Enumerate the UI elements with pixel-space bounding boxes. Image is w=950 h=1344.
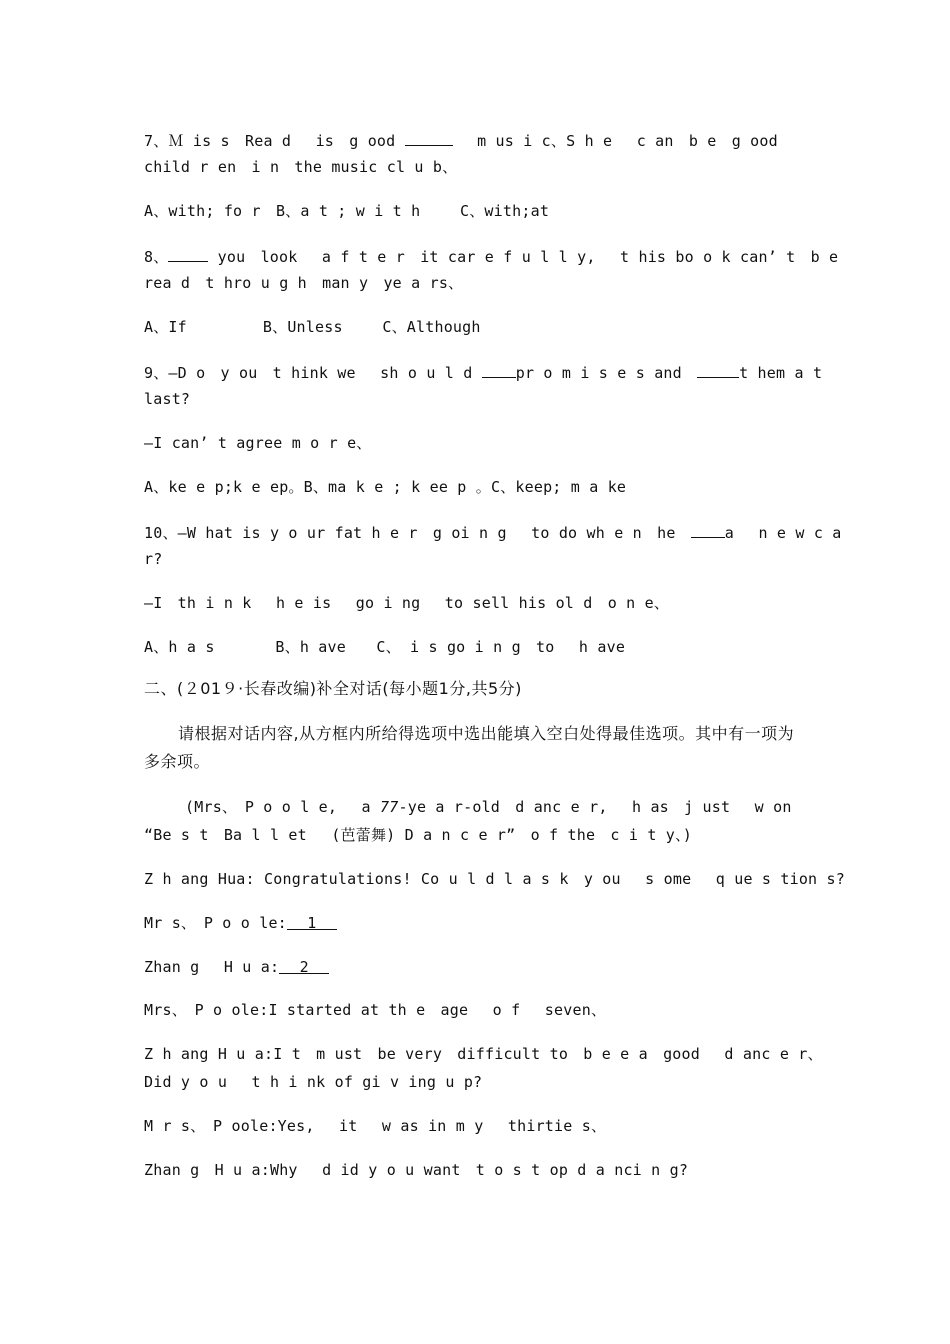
q10-reply: —I th i n k h e is go i ng to sell his ol d o n e、	[144, 594, 670, 612]
q9-line1	[144, 361, 823, 383]
q7-text-b: m us i c、S h e c an b e g ood	[477, 132, 778, 150]
q10-text-a: 10、—W hat is y o ur fat h e r g oi n g to do wh e n he	[144, 524, 676, 542]
q8-text-b: you look a f t e r it car e f u l l y, t his bo o k can’ t b e	[217, 248, 839, 266]
q8-blank[interactable]	[168, 245, 208, 262]
q10-text-b: a n e w c a	[724, 524, 842, 542]
dialogue-line5b: Did y o u t h i nk of gi v ing u p?	[144, 1073, 483, 1091]
dialogue-line1: Z h ang Hua: Congratulations! Co u l d l a s k y ou s ome q ue s tion s?	[144, 870, 845, 888]
dialogue-speaker-poole: Mr s、 P o o le:	[144, 914, 287, 932]
q9-reply: —I can’ t agree m o r e、	[144, 434, 372, 452]
context-text-a: (Mrs、 P o o l e, a	[185, 798, 371, 816]
q7-line2: child r en i n the music cl u b、	[144, 158, 458, 176]
context-text-b: -ye a r-old d anc e r, h as j ust w on	[398, 798, 792, 816]
dialogue-blank-2[interactable]: 2	[279, 957, 329, 974]
dialogue-blank-1[interactable]: 1	[287, 913, 337, 930]
q9-blank-1[interactable]	[482, 361, 516, 378]
q7-text-a: 7、Ｍ is s Rea d is g ood	[144, 132, 396, 150]
q7-options: A、with; fo r B、a t ; w i t h C、with;at	[144, 202, 550, 220]
dialogue-speaker-zhang: Zhan g H u a:	[144, 958, 280, 976]
q8-line2: rea d t hro u g h man y ye a rs、	[144, 274, 464, 292]
q7-blank[interactable]	[405, 129, 453, 146]
section2-heading: 二、(２01９·长春改编)补全对话(每小题1分,共5分)	[144, 679, 522, 698]
q10-line1	[144, 521, 842, 543]
q9-line2: last?	[144, 390, 191, 408]
section2-context-line2: “Be s t Ba l l et (芭蕾舞) D a n c e r” o f the c i t y、)	[144, 826, 692, 844]
dialogue-line5a: Z h ang H u a:I t m ust be very difficult to b e e a good d anc e r、	[144, 1045, 823, 1063]
section2-instruction-line2: 多余项。	[144, 752, 211, 771]
q9-text-b: pr o m i s e s and	[515, 364, 682, 382]
dialogue-line4: Mrs、 P o ole:I started at th e age o f seven、	[144, 1001, 607, 1019]
q10-options: A、h a s B、h ave C、 i s go i n g to h ave	[144, 638, 626, 656]
context-age: 77	[380, 798, 399, 816]
q9-blank-2[interactable]	[697, 361, 739, 378]
q8-options: A、If B、Unless C、Although	[144, 318, 481, 336]
q10-blank[interactable]	[691, 521, 725, 538]
dialogue-line7: Zhan g H u a:Why d id y o u want t o s t op d a nci n g?	[144, 1161, 689, 1179]
q7-line1	[144, 129, 814, 151]
dialogue-line6: M r s、 P oole:Yes, it w as in m y thirtie s、	[144, 1117, 607, 1135]
section2-instruction-line1: 请根据对话内容,从方框内所给得选项中选出能填入空白处得最佳选项。其中有一项为	[178, 724, 795, 743]
q9-text-c: t hem a t	[739, 364, 823, 382]
q8-text-a: 8、	[144, 248, 169, 266]
q8-line1	[144, 245, 839, 267]
dialogue-line2	[144, 913, 814, 933]
q9-options: A、ke e p;k e ep。B、ma k e ; k ee p 。C、keep; m a ke	[144, 478, 627, 496]
q9-text-a: 9、—D o y ou t hink we sh o u l d	[144, 364, 473, 382]
section2-context-line1	[185, 797, 855, 817]
q10-line2: r?	[144, 550, 163, 568]
dialogue-line3	[144, 957, 814, 977]
